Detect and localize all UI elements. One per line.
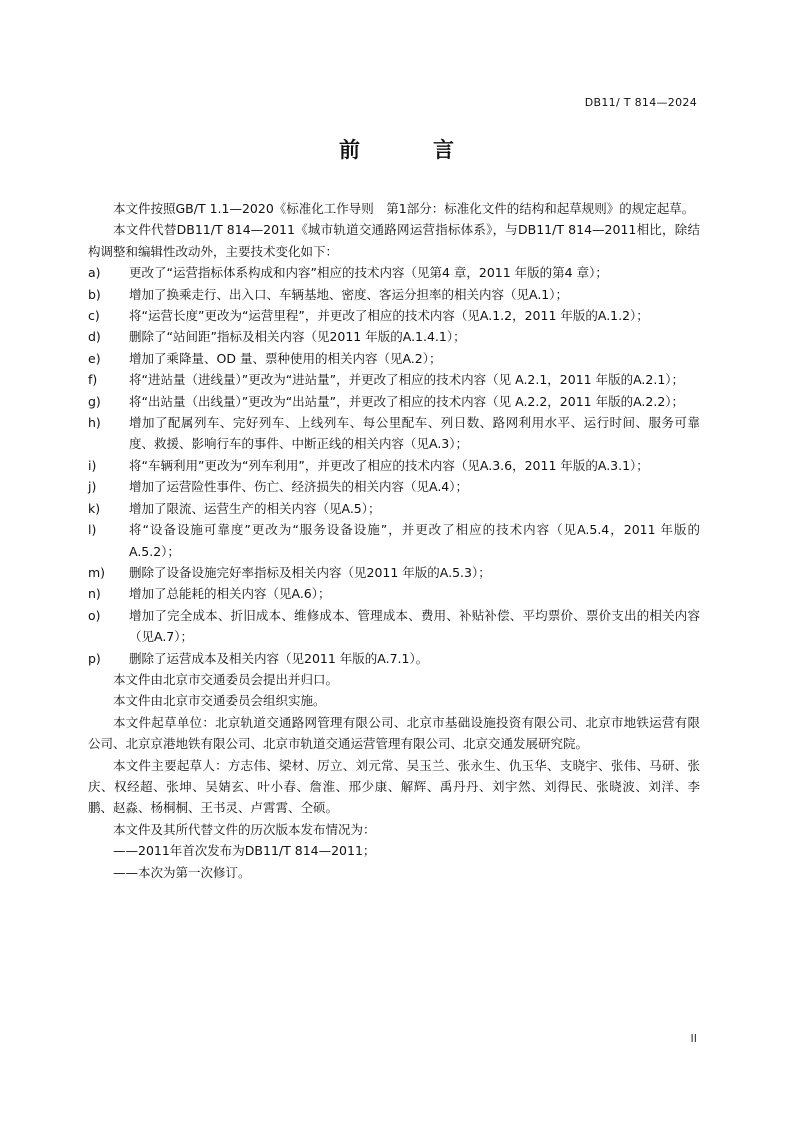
list-item-text: 增加了完全成本、折旧成本、维修成本、管理成本、费用、补贴补偿、平均票价、票价支出的相关内容（见A.7）；	[129, 607, 700, 645]
intro-paragraph: 本文件按照GB/T 1.1—2020《标准化工作导则 第1部分：标准化文件的结构和起草规则》的规定起草。	[113, 201, 695, 216]
list-item	[88, 583, 700, 604]
list-item-text: 增加了运营险性事件、伤亡、经济损失的相关内容（见A.4）；	[129, 479, 469, 495]
list-item	[88, 284, 700, 305]
list-item-text: 更改了“运营指标体系构成和内容”相应的技术内容（见第4 章，2011 年版的第4 章）；	[129, 265, 608, 281]
list-item-key: d)	[88, 329, 101, 345]
list-item-text: 增加了乘降量、OD 量、票种使用的相关内容（见A.2）；	[129, 350, 442, 366]
main-drafters: 本文件主要起草人：方志伟、梁材、厉立、刘元常、吴玉兰、张永生、仇玉华、支晓宇、张伟、马研、张庆、权经超、张坤、吴婧玄、叶小春、詹淮、邢少康、解辉、禹丹丹、刘宇然、刘得民、张晓波、刘洋、李鹏、赵淼、杨桐桐、王书灵、卢霄霄、仝硕。	[88, 757, 700, 816]
page-number: II	[690, 1032, 697, 1045]
list-item-key: h)	[88, 415, 101, 431]
list-item	[88, 369, 700, 390]
implementer-statement: 本文件由北京市交通委员会组织实施。	[113, 693, 326, 709]
page-title: 前 言	[339, 137, 480, 162]
list-item	[88, 412, 700, 455]
list-item-text: 增加了限流、运营生产的相关内容（见A.5）；	[129, 500, 381, 516]
list-item-key: c)	[88, 308, 100, 324]
list-item-text: 将“出站量（出线量）”更改为“出站量”，并更改了相应的技术内容（见 A.2.2，2011 年版的A.2.2）；	[129, 393, 685, 409]
list-item-text: 增加了总能耗的相关内容（见A.6）；	[129, 586, 331, 602]
list-item	[88, 348, 700, 369]
list-item	[88, 305, 700, 326]
intro-paragraph: 本文件代替DB11/T 814—2011《城市轨道交通路网运营指标体系》，与DB11/T 814—2011相比，除结构调整和编辑性改动外，主要技术变化如下：	[88, 222, 700, 259]
list-item-key: g)	[88, 393, 101, 409]
proposer-statement: 本文件由北京市交通委员会提出并归口。	[113, 671, 339, 687]
list-item-key: j)	[88, 479, 97, 495]
list-item-key: p)	[88, 650, 101, 666]
list-item	[88, 391, 700, 412]
list-item-text: 将“车辆利用”更改为“列车利用”，并更改了相应的技术内容（见A.3.6，2011 年版的A.3.1）；	[129, 457, 649, 473]
list-item-key: l)	[88, 522, 97, 538]
list-item-text: 增加了换乘走行、出入口、车辆基地、密度、客运分担率的相关内容（见A.1）；	[129, 286, 569, 302]
list-item	[88, 498, 700, 519]
list-item	[88, 476, 700, 497]
list-item-key: a)	[88, 265, 101, 281]
list-item-text: 将“运营长度”更改为“运营里程”，并更改了相应的技术内容（见A.1.2，2011 年版的A.1.2）；	[129, 308, 649, 324]
list-item-key: o)	[88, 607, 101, 623]
list-item-key: i)	[88, 457, 97, 473]
list-item-text: 将“设备设施可靠度”更改为“服务设备设施”，并更改了相应的技术内容（见A.5.4，2011 年版的A.5.2）；	[129, 522, 700, 559]
list-item-key: m)	[88, 564, 106, 580]
list-item	[88, 262, 700, 283]
foreword-body	[88, 198, 700, 883]
list-item-key: n)	[88, 586, 101, 602]
list-item	[88, 326, 700, 347]
list-item	[88, 562, 700, 583]
list-item	[88, 519, 700, 562]
technical-changes-list	[88, 262, 700, 669]
list-item-text: 删除了设备设施完好率指标及相关内容（见2011 年版的A.5.3）；	[129, 564, 491, 580]
list-item-text: 删除了“站间距”指标及相关内容（见2011 年版的A.1.4.1）；	[129, 329, 466, 345]
version-history-item: ——2011年首次发布为DB11/T 814—2011；	[113, 843, 376, 859]
document-code-header: DB11/ T 814—2024	[584, 96, 697, 109]
list-item-key: e)	[88, 350, 101, 366]
version-history-item: ——本次为第一次修订。	[113, 864, 251, 880]
list-item-key: b)	[88, 286, 101, 302]
list-item	[88, 455, 700, 476]
list-item-text: 删除了运营成本及相关内容（见2011 年版的A.7.1）。	[129, 650, 429, 666]
drafting-units: 本文件起草单位：北京轨道交通路网管理有限公司、北京市基础设施投资有限公司、北京市地铁运营有限公司、北京京港地铁有限公司、北京市轨道交通运营管理有限公司、北京交通发展研究院。	[88, 714, 700, 752]
list-item-key: k)	[88, 500, 101, 516]
list-item-text: 将“进站量（进线量）”更改为“进站量”，并更改了相应的技术内容（见 A.2.1，2011 年版的A.2.1）；	[129, 372, 685, 388]
list-item-text: 增加了配属列车、完好列车、上线列车、每公里配车、列日数、路网利用水平、运行时间、服务可靠度、救援、影响行车的事件、中断正线的相关内容（见A.3）；	[129, 415, 700, 452]
list-item-key: f)	[88, 372, 98, 388]
version-history-intro: 本文件及其所代替文件的历次版本发布情况为：	[113, 821, 376, 837]
list-item	[88, 605, 700, 648]
list-item	[88, 648, 700, 669]
